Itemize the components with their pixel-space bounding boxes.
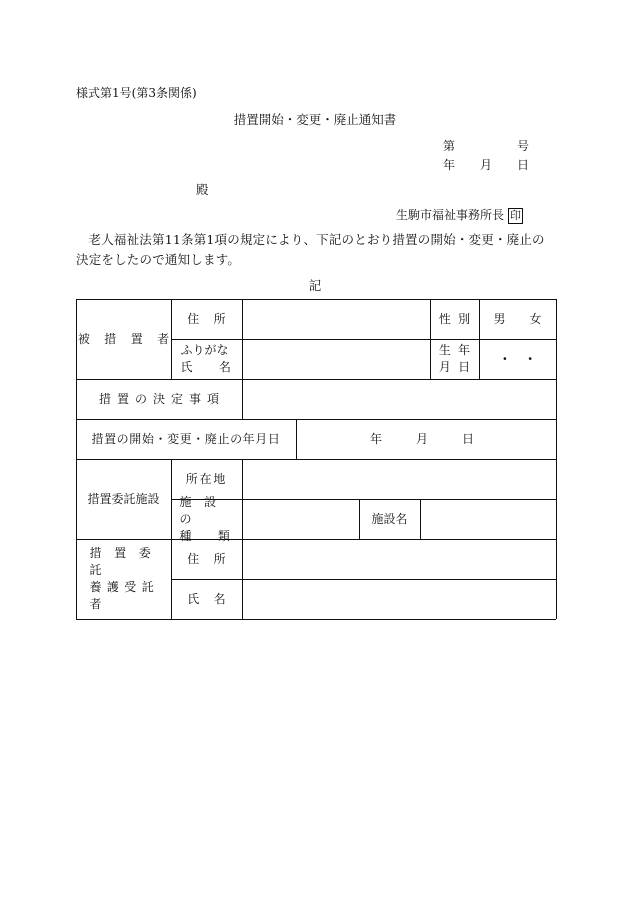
decision-label: 措置の決定事項 <box>98 391 225 406</box>
facility-name-field[interactable] <box>420 499 556 539</box>
address-label-cell <box>171 299 242 339</box>
sex-label: 性別 <box>438 311 478 326</box>
decision-label-cell <box>76 379 242 419</box>
birthdate-field[interactable] <box>479 339 556 379</box>
birthdate-label-cell <box>430 339 479 379</box>
name-label <box>180 359 258 376</box>
facility-type-label-cell <box>171 494 257 543</box>
document-title: 措置開始・変更・廃止通知書 <box>233 112 397 127</box>
subject-name-field[interactable] <box>242 339 430 379</box>
caretaker-name-label-cell <box>171 579 242 619</box>
location-field[interactable] <box>242 459 556 499</box>
caretaker-address-field[interactable] <box>242 539 556 579</box>
caretaker-label-cell <box>76 539 171 619</box>
issue-month: 月 <box>479 158 492 172</box>
issuer-line <box>396 206 523 224</box>
facility-type-label-line1: 施設の <box>179 494 229 526</box>
ki-heading: 記 <box>308 278 322 293</box>
issue-date-line <box>443 156 529 173</box>
notice-body-text: 老人福祉法第11条第1項の規定により、下記のとおり措置の開始・変更・廃止の決定をしたので通知します。 <box>76 232 545 267</box>
address-label: 住所 <box>187 311 241 326</box>
date-label-cell <box>76 419 296 459</box>
subject-label-cell <box>76 299 184 379</box>
addressee: 殿 <box>196 182 209 197</box>
birthdate-label-line1: 生年 <box>438 343 478 357</box>
form-number: 様式第1号(第3条関係) <box>76 86 197 100</box>
decision-field[interactable] <box>242 379 556 419</box>
table-border-bottom <box>76 619 556 620</box>
date-year: 年 <box>370 431 383 446</box>
sex-options-cell[interactable] <box>479 299 556 339</box>
document-number-line <box>443 137 529 154</box>
date-day: 日 <box>461 431 474 446</box>
sex-male-option[interactable]: 男 <box>493 311 506 326</box>
date-field[interactable] <box>296 419 556 459</box>
issue-day: 日 <box>516 158 529 172</box>
caretaker-name-field[interactable] <box>242 579 556 619</box>
caretaker-label-line1: 措置委託 <box>89 546 164 577</box>
caretaker-label-line2: 養護受託者 <box>89 580 160 611</box>
facility-type-label-line2: 種類 <box>179 528 257 543</box>
issue-year: 年 <box>443 158 456 172</box>
location-label: 所在地 <box>185 471 228 486</box>
facility-type-field[interactable] <box>242 499 359 539</box>
caretaker-name-label: 氏名 <box>187 591 241 606</box>
birthdate-label-line2: 月日 <box>438 360 478 374</box>
sex-label-cell <box>430 299 479 339</box>
facility-label: 措置委託施設 <box>87 491 160 506</box>
date-label: 措置の開始・変更・廃止の年月日 <box>91 431 281 446</box>
birthdate-dots: ・・ <box>498 351 550 366</box>
sex-female-option[interactable]: 女 <box>529 311 542 326</box>
date-month: 月 <box>415 431 428 446</box>
subject-label: 被措置者 <box>77 331 184 346</box>
facility-name-label: 施設名 <box>371 511 408 526</box>
furigana-label: ふりがな <box>180 343 229 357</box>
number-suffix: 号 <box>516 139 529 153</box>
number-prefix: 第 <box>443 139 456 153</box>
facility-name-label-cell <box>359 499 420 539</box>
caretaker-address-label-cell <box>171 539 242 579</box>
table-border-right <box>556 299 557 619</box>
name-label-text: 氏名 <box>180 360 258 374</box>
seal-mark: 印 <box>510 208 522 222</box>
name-label-cell <box>171 339 258 379</box>
issuer-name: 生駒市福祉事務所長 <box>396 208 505 222</box>
caretaker-address-label: 住所 <box>187 551 241 566</box>
facility-label-cell <box>76 459 171 539</box>
subject-address-field[interactable] <box>242 299 430 339</box>
